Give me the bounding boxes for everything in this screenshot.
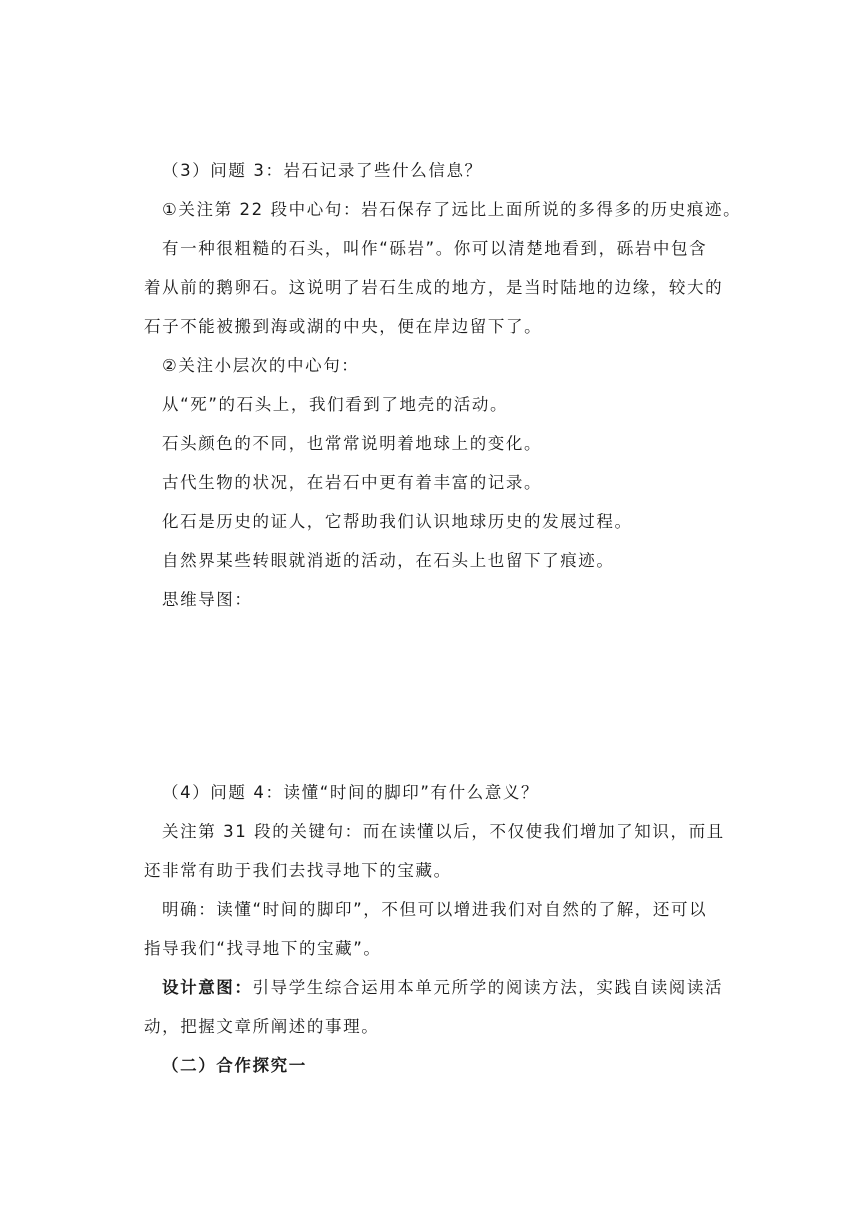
q3-para1-line1: 有一种很粗糙的石头，叫作“砾岩”。你可以清楚地看到，砾岩中包含 [162, 239, 708, 258]
mindmap-label: 思维导图： [162, 590, 253, 609]
q3-para1-line2: 着从前的鹅卵石。这说明了岩石生成的地方，是当时陆地的边缘，较大的 [144, 278, 724, 297]
q4-para2-line1: 明确：读懂“时间的脚印”，不但可以增进我们对自然的了解，还可以 [162, 900, 708, 919]
q3-sentence-1: 从“死”的石头上，我们看到了地壳的活动。 [162, 395, 509, 414]
q3-sentence-4: 化石是历史的证人，它帮助我们认识地球历史的发展过程。 [162, 512, 633, 531]
q3-para1-line3: 石子不能被搬到海或湖的中央，便在岸边留下了。 [144, 317, 543, 336]
q3-sentence-5: 自然界某些转眼就消逝的活动，在石头上也留下了痕迹。 [162, 551, 615, 570]
q4-para2-line2: 指导我们“找寻地下的宝藏”。 [144, 939, 382, 958]
design-intent-line1 [162, 977, 723, 999]
q4-heading: （4）问题 4：读懂“时间的脚印”有什么意义？ [162, 783, 540, 802]
q3-sentence-3: 古代生物的状况，在岩石中更有着丰富的记录。 [162, 473, 543, 492]
design-intent-label: 设计意图： [162, 978, 253, 997]
q3-sentence-2: 石头颜色的不同，也常常说明着地球上的变化。 [162, 434, 543, 453]
q3-item1-lead: ①关注第 22 段中心句：岩石保存了远比上面所说的多得多的历史痕迹。 [162, 200, 742, 219]
q3-heading: （3）问题 3：岩石记录了些什么信息？ [162, 161, 483, 180]
design-intent-line2: 动，把握文章所阐述的事理。 [144, 1017, 380, 1036]
section2-heading: （二）合作探究一 [162, 1056, 307, 1075]
design-intent-text: 引导学生综合运用本单元所学的阅读方法，实践自读阅读活 [252, 978, 724, 997]
q3-item2-lead: ②关注小层次的中心句： [162, 356, 360, 375]
q4-para1-line2: 还非常有助于我们去找寻地下的宝藏。 [144, 861, 452, 880]
q4-para1-line1: 关注第 31 段的关键句：而在读懂以后，不仅使我们增加了知识，而且 [162, 822, 725, 841]
